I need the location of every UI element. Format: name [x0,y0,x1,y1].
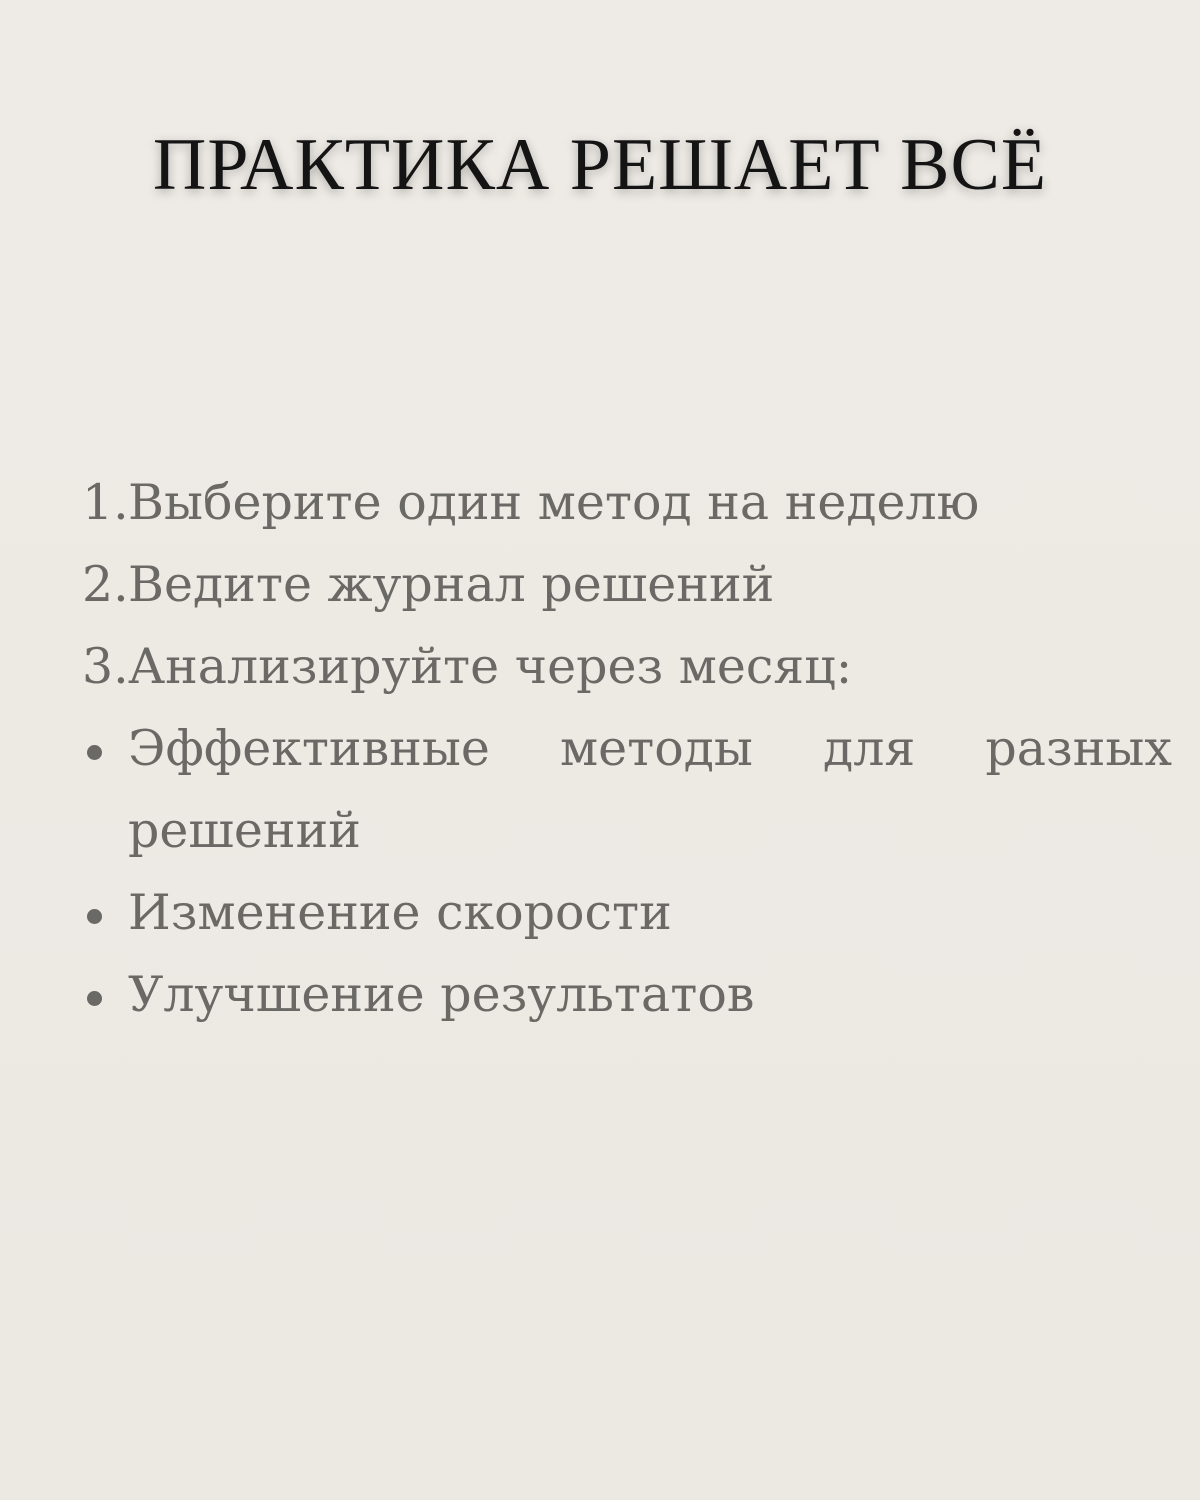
item-text: Изменение скорости [128,884,672,941]
item-text-continuation: решений [128,802,361,859]
bullet-dot-icon [87,991,102,1006]
numbered-item [0,544,1200,626]
item-text: Ведите журнал решений [128,556,775,613]
page-title: ПРАКТИКА РЕШАЕТ ВСЁ [152,124,1048,206]
bullet-item [0,872,1200,954]
item-text: Выберите один метод на неделю [128,474,980,531]
item-number: 3. [82,638,129,695]
item-number: 2. [82,556,129,613]
item-text: Улучшение результатов [128,966,755,1023]
bullet-dot-icon [87,909,102,924]
bullet-dot-icon [87,745,102,760]
numbered-item [0,626,1200,708]
bullet-item [0,708,1200,872]
numbered-item [0,462,1200,544]
bullet-item [0,954,1200,1036]
item-number: 1. [82,474,129,531]
item-text: Анализируйте через месяц: [128,638,853,695]
item-text: Эффективные методы для разных [128,720,1172,777]
content-list [0,462,1200,1036]
